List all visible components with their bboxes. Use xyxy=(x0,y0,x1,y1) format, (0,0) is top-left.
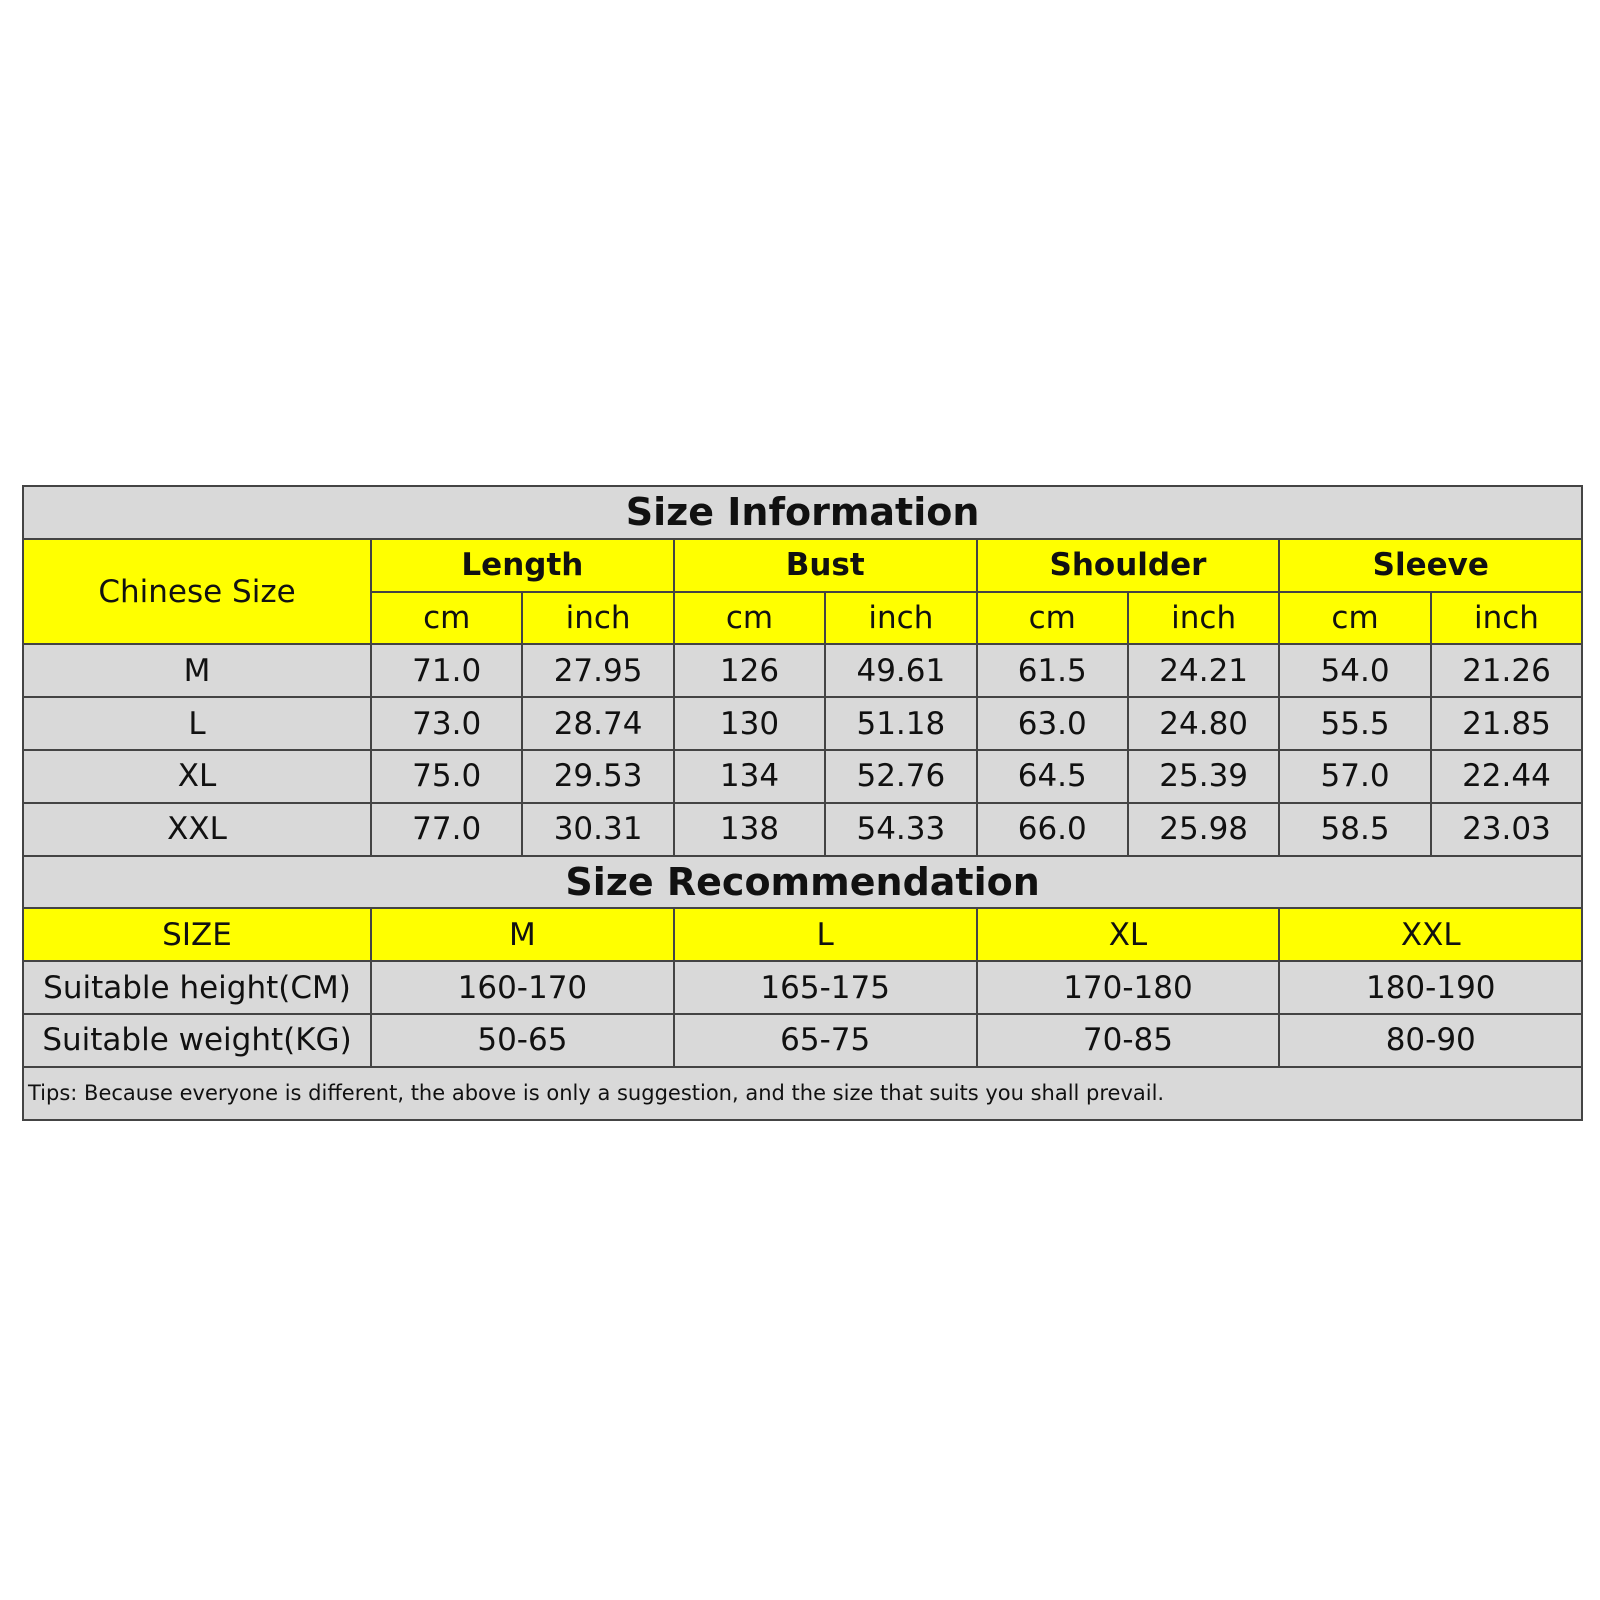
size-value: 64.5 xyxy=(977,750,1128,803)
size-value: 54.33 xyxy=(825,803,976,856)
size-value: 24.80 xyxy=(1128,697,1279,750)
size-value: 61.5 xyxy=(977,644,1128,697)
recommendation-value: 170-180 xyxy=(977,961,1280,1014)
recommendation-value: 50-65 xyxy=(371,1014,674,1067)
recommendation-label: Suitable height(CM) xyxy=(23,961,371,1014)
size-label: XXL xyxy=(23,803,371,856)
size-label: XL xyxy=(23,750,371,803)
recommendation-value: 65-75 xyxy=(674,1014,977,1067)
recommendation-value: 160-170 xyxy=(371,961,674,1014)
size-value: 23.03 xyxy=(1431,803,1582,856)
group-header-bust: Bust xyxy=(674,539,977,592)
unit-header: inch xyxy=(522,592,673,645)
size-value: 126 xyxy=(674,644,825,697)
recommendation-header: M xyxy=(371,908,674,961)
size-value: 21.85 xyxy=(1431,697,1582,750)
unit-header: inch xyxy=(1431,592,1582,645)
recommendation-value: 180-190 xyxy=(1279,961,1582,1014)
size-row-m xyxy=(23,644,1582,697)
unit-header: cm xyxy=(977,592,1128,645)
recommendation-header: L xyxy=(674,908,977,961)
size-value: 54.0 xyxy=(1279,644,1430,697)
recommendation-value: 70-85 xyxy=(977,1014,1280,1067)
size-value: 21.26 xyxy=(1431,644,1582,697)
recommendation-header: SIZE xyxy=(23,908,371,961)
size-value: 25.98 xyxy=(1128,803,1279,856)
size-value: 49.61 xyxy=(825,644,976,697)
size-recommendation-title: Size Recommendation xyxy=(23,856,1582,909)
recommendation-value: 165-175 xyxy=(674,961,977,1014)
size-value: 51.18 xyxy=(825,697,976,750)
size-row-xl xyxy=(23,750,1582,803)
suitable-weight-row xyxy=(23,1014,1582,1067)
chinese-size-header: Chinese Size xyxy=(23,539,371,645)
size-value: 24.21 xyxy=(1128,644,1279,697)
size-value: 57.0 xyxy=(1279,750,1430,803)
size-row-xxl xyxy=(23,803,1582,856)
size-information-title: Size Information xyxy=(23,486,1582,539)
size-value: 134 xyxy=(674,750,825,803)
suitable-height-row xyxy=(23,961,1582,1014)
group-header-length: Length xyxy=(371,539,674,592)
size-label: M xyxy=(23,644,371,697)
unit-header: inch xyxy=(1128,592,1279,645)
size-value: 52.76 xyxy=(825,750,976,803)
size-value: 58.5 xyxy=(1279,803,1430,856)
size-value: 30.31 xyxy=(522,803,673,856)
recommendation-value: 80-90 xyxy=(1279,1014,1582,1067)
size-value: 28.74 xyxy=(522,697,673,750)
unit-header: inch xyxy=(825,592,976,645)
size-value: 73.0 xyxy=(371,697,522,750)
size-value: 27.95 xyxy=(522,644,673,697)
size-value: 138 xyxy=(674,803,825,856)
recommendation-header-row xyxy=(23,908,1582,961)
unit-header: cm xyxy=(1279,592,1430,645)
size-value: 29.53 xyxy=(522,750,673,803)
size-chart-table xyxy=(22,485,1583,1121)
size-row-l xyxy=(23,697,1582,750)
group-header-sleeve: Sleeve xyxy=(1279,539,1582,592)
unit-header: cm xyxy=(371,592,522,645)
unit-header: cm xyxy=(674,592,825,645)
size-value: 66.0 xyxy=(977,803,1128,856)
size-value: 25.39 xyxy=(1128,750,1279,803)
size-value: 71.0 xyxy=(371,644,522,697)
size-value: 22.44 xyxy=(1431,750,1582,803)
recommendation-label: Suitable weight(KG) xyxy=(23,1014,371,1067)
tips-text: Tips: Because everyone is different, the above is only a suggestion, and the size that suits you shall prevail. xyxy=(23,1067,1582,1120)
size-value: 63.0 xyxy=(977,697,1128,750)
recommendation-header: XL xyxy=(977,908,1280,961)
size-value: 75.0 xyxy=(371,750,522,803)
recommendation-header: XXL xyxy=(1279,908,1582,961)
group-header-shoulder: Shoulder xyxy=(977,539,1280,592)
size-label: L xyxy=(23,697,371,750)
size-value: 77.0 xyxy=(371,803,522,856)
size-value: 55.5 xyxy=(1279,697,1430,750)
size-value: 130 xyxy=(674,697,825,750)
